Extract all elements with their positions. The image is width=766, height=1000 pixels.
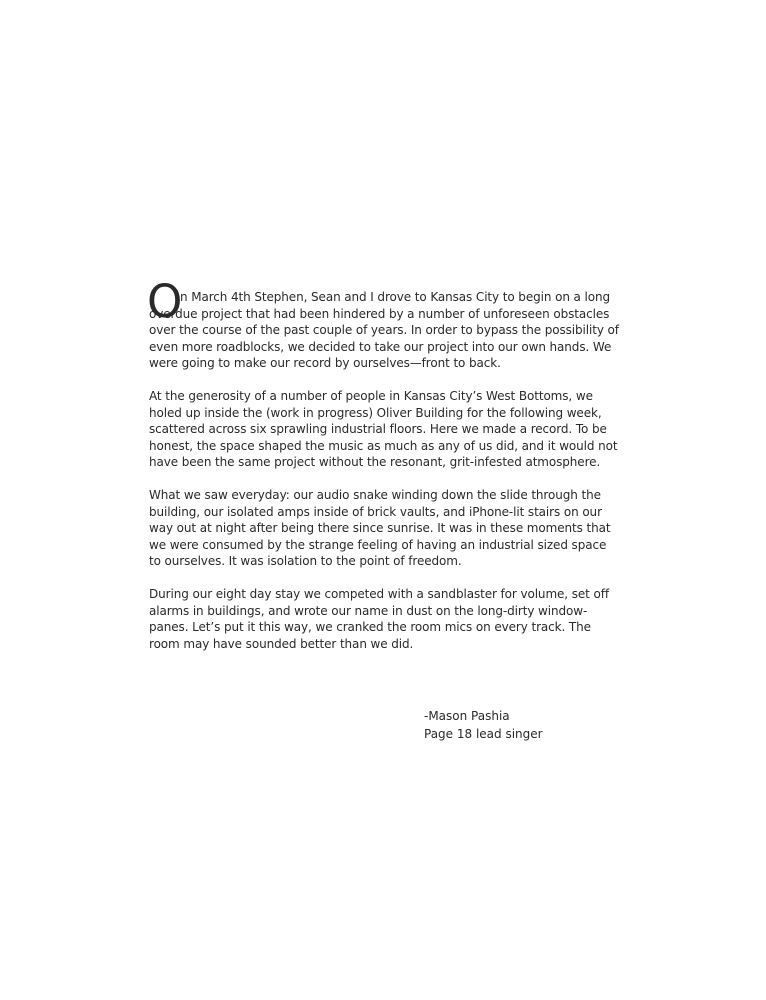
drop-cap: O <box>147 275 183 328</box>
paragraph-2: At the generosity of a number of people in Kansas City’s West Bottoms, we holed up inside the (work in progress) Oliver Building for the following week, scattered across six sprawling industrial floors. Here we made a record. To be honest, the space shaped the music as much as any of us did, and it would not have been the same project without the resonant, grit-infested atmosphere. <box>149 388 618 470</box>
signature-author: -Mason Pashia <box>424 709 510 723</box>
signature-block <box>424 707 543 743</box>
paragraph-3: What we saw everyday: our audio snake winding down the slide through the building, our isolated amps inside of brick vaults, and iPhone-lit stairs on our way out at night after being there since sunrise. It was in these moments that we were consumed by the strange feeling of having an industrial sized space to ourselves. It was isolation to the point of freedom. <box>149 487 611 569</box>
paragraph-1-first-line: n March 4th Stephen, Sean and I drove to Kansas City to begin on a long <box>180 290 611 304</box>
paragraph-1-rest: overdue project that had been hindered by a number of unforeseen obstacles over the course of the past couple of years. In order to bypass the possibility of even more roadblocks, we decided to take our project into our own hands. We were going to make our record by ourselves—front to back. <box>149 306 619 371</box>
signature-role: Page 18 lead singer <box>424 727 543 741</box>
article-body <box>147 275 619 668</box>
paragraph-1 <box>147 275 619 372</box>
paragraph-4: During our eight day stay we competed with a sandblaster for volume, set off alarms in buildings, and wrote our name in dust on the long-dirty window-panes. Let’s put it this way, we cranked the room mics on every track. The room may have sounded better than we did. <box>149 586 609 651</box>
